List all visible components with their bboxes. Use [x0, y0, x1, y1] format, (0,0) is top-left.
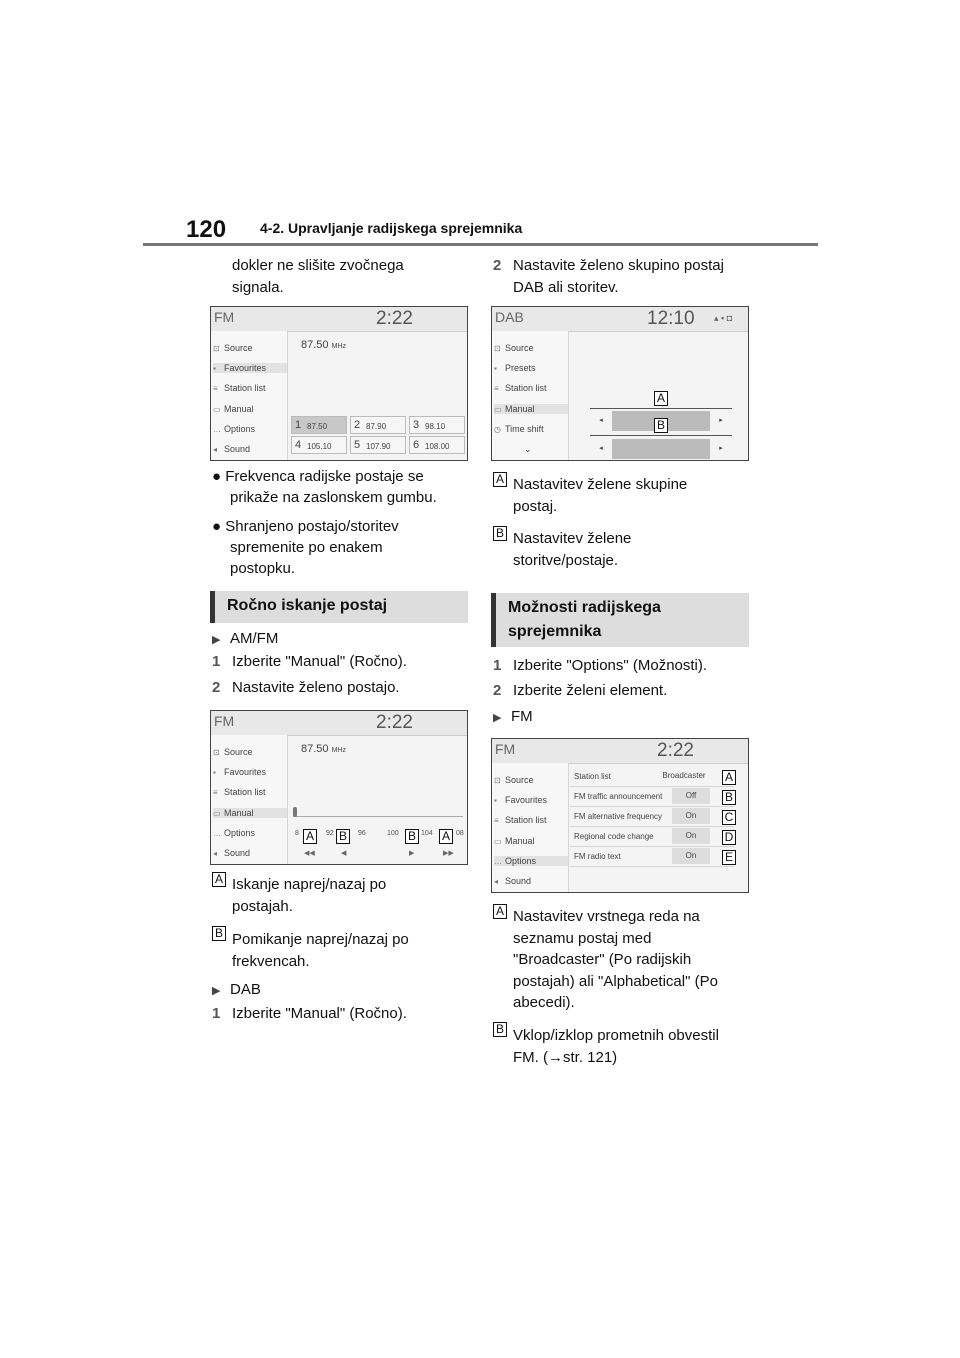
- legend-badge-a-dab: A: [493, 472, 507, 487]
- legend-b-fm-text: Vklop/izklop prometnih obvestil FM. (→str. 121): [513, 1027, 719, 1066]
- legend-b-text: Pomikanje naprej/nazaj po frekvencah.: [232, 931, 409, 970]
- page-number: 120: [186, 216, 227, 243]
- step-1-options: 1 Izberite "Options" (Možnosti).: [493, 657, 708, 674]
- header-rule: [143, 243, 818, 246]
- label-dab: ▶ DAB: [212, 981, 261, 998]
- section-heading-options: Možnosti radijskega sprejemnika: [491, 593, 749, 647]
- legend-a-text: Iskanje naprej/nazaj po postajah.: [232, 876, 387, 915]
- screenshot-dab-manual: DAB 12:10 ▴ ▪ ◘ ⊡ Source ▪ Presets ≡ Station list ▭ Manual ◷ Time shift ⌄ ◂ ▸ ◂ ▸ A B: [491, 306, 749, 461]
- legend-b-dab-text: Nastavitev želene storitve/postaje.: [513, 530, 632, 569]
- intro-text: dokler ne slišite zvočnega signala.: [232, 257, 404, 296]
- screenshot-fm-options: FM 2:22 ⊡ Source ▪ Favourites ≡ Station list ▭ Manual … Options ◂ Sound Station list Broadcaster FM traffic announcement Off FM alternative frequency On Regional code change On FM radio text On A B C D E: [491, 738, 749, 893]
- legend-badge-b-fm: B: [493, 1022, 507, 1037]
- step-1-dab-manual: 1 Izberite "Manual" (Ročno).: [212, 1005, 407, 1022]
- step-2-select: 2 Izberite želeni element.: [493, 682, 668, 699]
- bullet-list: ● Frekvenca radijske postaje se prikaže na zaslonskem gumbu. ● Shranjeno postajo/storitev spremenite po enakem postopku.: [212, 468, 437, 577]
- legend-badge-b: B: [212, 926, 226, 941]
- section-title: 4-2. Upravljanje radijskega sprejemnika: [260, 220, 523, 236]
- section-heading-manual: Ročno iskanje postaj: [210, 591, 468, 623]
- label-fm: ▶ FM: [493, 708, 533, 725]
- step-1-manual: 1 Izberite "Manual" (Ročno).: [212, 653, 407, 670]
- legend-a-fm-text: Nastavitev vrstnega reda na seznamu postaj med "Broadcaster" (Po radijskih postajah) ali "Alphabetical" (Po abecedi).: [513, 908, 718, 1011]
- screenshot-fm-presets: FM 2:22 ⊡ Source ▪ Favourites ≡ Station list ▭ Manual … Options ◂ Sound 87.50 MHz 1 87.50 2 87.90 3 98.10 4 105.10 5 107.90 6 108.00: [210, 306, 468, 461]
- legend-a-dab-text: Nastavitev želene skupine postaj.: [513, 476, 688, 515]
- legend-badge-b-dab: B: [493, 526, 507, 541]
- screenshot-fm-manual: FM 2:22 ⊡ Source ▪ Favourites ≡ Station list ▭ Manual … Options ◂ Sound 87.50 MHz 8 92 96 100 104 08 A B B A ◀◀ ◀ ▶ ▶▶: [210, 710, 468, 865]
- legend-badge-a-fm: A: [493, 904, 507, 919]
- step-2-tune: 2 Nastavite želeno postajo.: [212, 679, 400, 696]
- step-2-dab: 2 Nastavite želeno skupino postaj DAB ali storitev.: [493, 257, 724, 296]
- legend-badge-a: A: [212, 872, 226, 887]
- label-amfm: ▶ AM/FM: [212, 630, 279, 647]
